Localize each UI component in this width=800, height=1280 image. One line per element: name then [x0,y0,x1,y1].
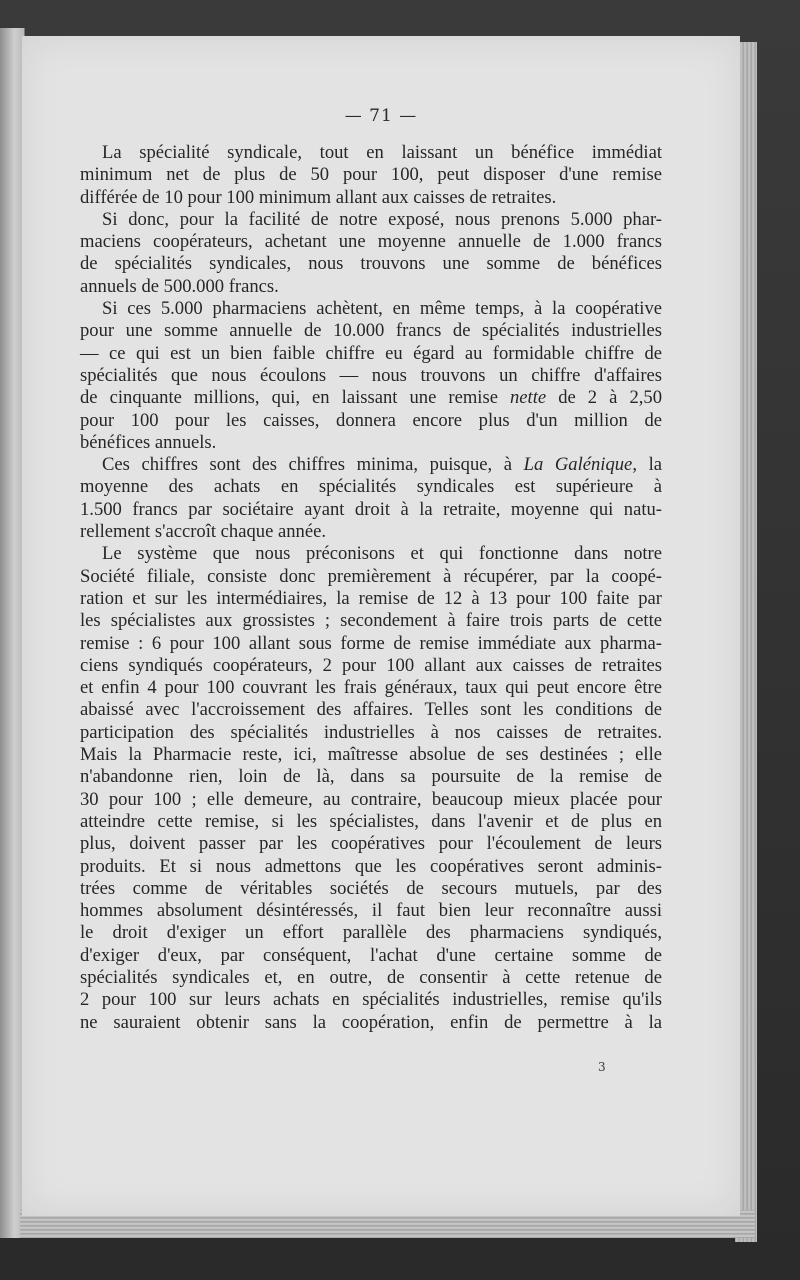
text-line: différée de 10 pour 100 minimum allant aux caisses de retraites. [80,186,557,208]
emphasis-text: nette [510,387,547,409]
text-line: spécialités syndicales et, en outre, de consentir à cette retenue de [80,966,662,988]
text-line: moyenne des achats en spécialités syndicales est supérieure à [80,476,662,498]
text-line: plus, doivent passer par les coopératives pour l'écoulement de leurs [80,833,662,855]
text-line: spécialités que nous écoulons — nous trouvons un chiffre d'affaires [80,364,662,386]
text-line: ciens syndiqués coopérateurs, 2 pour 100 allant aux caisses de retraites [80,654,662,676]
text-line: annuels de 500.000 francs. [80,275,279,297]
paragraph [80,543,662,1034]
paragraph [80,298,662,454]
page-number: — 71 — [344,106,418,126]
text-line: Mais la Pharmacie reste, ici, maîtresse absolue de ses destinées ; elle [80,744,662,766]
text-line: maciens coopérateurs, achetant une moyenne annuelle de 1.000 francs [80,231,662,253]
text-line: La spécialité syndicale, tout en laissant un bénéfice immédiat [102,142,662,163]
text-line: atteindre cette remise, si les spécialistes, dans l'avenir et de plus en [80,810,662,832]
text-line: abaissé avec l'accroissement des affaires. Telles sont les conditions de [80,699,662,721]
text-line: — ce qui est un bien faible chiffre eu égard au formidable chiffre de [80,342,662,364]
text-line: de spécialités syndicales, nous trouvons une somme de bénéfices [80,253,662,275]
paragraph [80,142,662,209]
text-line: participation des spécialités industrielles à nos caisses de retraites. [80,721,662,743]
emphasis-text: La Galénique [523,454,633,476]
text-line: ne sauraient obtenir sans la coopération, enfin de permettre à la [80,1011,662,1033]
text-line: le droit d'exiger un effort parallèle des pharmaciens syndiqués, [80,922,662,944]
paragraph [80,209,662,298]
text-line: minimum net de plus de 50 pour 100, peut disposer d'une remise [80,164,662,186]
text-line: 1.500 francs par sociétaire ayant droit à la retraite, moyenne qui natu- [80,498,662,520]
text-line: n'abandonne rien, loin de là, dans sa poursuite de la remise de [80,766,662,788]
paragraph [80,454,662,543]
text-line: Si ces 5.000 pharmaciens achètent, en même temps, à la coopérative [102,298,662,320]
text-line: hommes absolument désintéressés, il faut bien leur reconnaître aussi [80,900,662,922]
text-line: les spécialistes aux grossistes ; secondement à faire trois parts de cette [80,610,662,632]
text-line: produits. Et si nous admettons que les coopératives seront adminis- [80,855,662,877]
signature-mark: 3 [598,1060,606,1074]
body-text [80,142,662,1034]
text-line: et enfin 4 pour 100 couvrant les frais généraux, taux qui peut encore être [80,677,662,699]
text-line: trées comme de véritables sociétés de secours mutuels, par des [80,877,662,899]
text-line: 30 pour 100 ; elle demeure, au contraire, beaucoup mieux placée pour [80,788,662,810]
text-line: pour 100 pour les caisses, donnera encore plus d'un million de [80,409,662,431]
text-line: bénéfices annuels. [80,431,217,453]
text-line: pour une somme annuelle de 10.000 francs de spécialités industrielles [80,320,662,342]
text-line: 2 pour 100 sur leurs achats en spécialités industrielles, remise qu'ils [80,989,662,1011]
text-line: rellement s'accroît chaque année. [80,521,326,543]
text-line: remise : 6 pour 100 allant sous forme de remise immédiate aux pharma- [80,632,662,654]
text-line: de cinquante millions, qui, en laissant une remise nette de 2 à 2,50 [80,387,662,409]
book-page [22,36,740,1216]
text-line: Le système que nous préconisons et qui fonctionne dans notre [102,543,662,565]
text-line: Ces chiffres sont des chiffres minima, puisque, à La Galénique, la [102,454,662,476]
text-line: Société filiale, consiste donc premièrement à récupérer, par la coopé- [80,565,662,587]
text-line: d'exiger d'eux, par conséquent, l'achat d'une certaine somme de [80,944,662,966]
text-line: ration et sur les intermédiaires, la remise de 12 à 13 pour 100 faite par [80,587,662,609]
text-line: Si donc, pour la facilité de notre exposé, nous prenons 5.000 phar- [102,208,662,230]
